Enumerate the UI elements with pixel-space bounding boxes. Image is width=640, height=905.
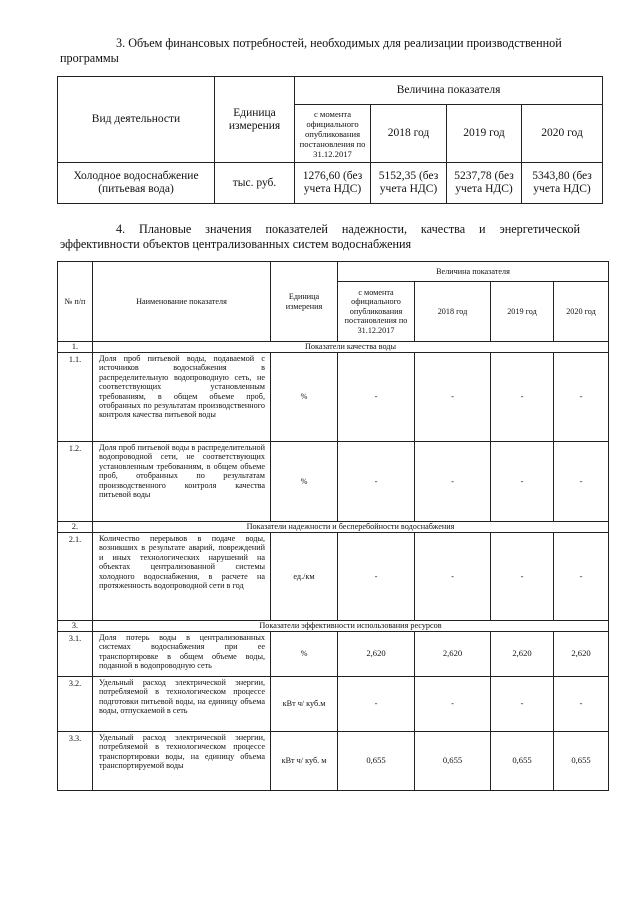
- value-2020: 2,620: [554, 632, 609, 677]
- financial-needs-table: [57, 76, 603, 204]
- indicator-name: Доля проб питьевой воды в распределительной водопроводной сети, не соответствующих установленным требованиям, в общем объеме проб, отобранных по результатам производственного контроля качества питьевой воды: [93, 442, 271, 522]
- table-row: [58, 732, 609, 791]
- value-2020: 0,655: [554, 732, 609, 791]
- unit-cell: кВт ч/ куб.м: [271, 677, 338, 732]
- value-2018: 0,655: [415, 732, 491, 791]
- activity-cell: Холодное водоснабжение (питьевая вода): [58, 163, 215, 204]
- col-2020-header: 2020 год: [522, 105, 603, 163]
- row-num: 3.3.: [58, 732, 93, 791]
- col-value-header: Величина показателя: [338, 262, 609, 282]
- value-2019: -: [491, 533, 554, 621]
- unit-cell: %: [271, 632, 338, 677]
- table-row: [58, 632, 609, 677]
- value-2020: 5343,80 (без учета НДС): [522, 163, 603, 204]
- col-num-header: № п/п: [58, 262, 93, 342]
- since-value: 2,620: [338, 632, 415, 677]
- section-row: [58, 342, 609, 353]
- section-row: [58, 621, 609, 632]
- col-activity-header: Вид деятельности: [58, 77, 215, 163]
- table-row: [58, 163, 603, 204]
- value-2018: 5152,35 (без учета НДС): [371, 163, 447, 204]
- section-title: Показатели надежности и бесперебойности водоснабжения: [93, 522, 609, 533]
- unit-cell: кВт ч/ куб. м: [271, 732, 338, 791]
- unit-cell: тыс. руб.: [215, 163, 295, 204]
- value-2018: -: [415, 442, 491, 522]
- value-2020: -: [554, 677, 609, 732]
- col-since-header: с момента официального опубликования постановления по 31.12.2017: [295, 105, 371, 163]
- section-title: Показатели эффективности использования ресурсов: [93, 621, 609, 632]
- col-name-header: Наименование показателя: [93, 262, 271, 342]
- table-row: [58, 533, 609, 621]
- value-2019: 0,655: [491, 732, 554, 791]
- since-value: 1276,60 (без учета НДС): [295, 163, 371, 204]
- table-row: [58, 677, 609, 732]
- value-2020: -: [554, 442, 609, 522]
- section-num: 1.: [58, 342, 93, 353]
- row-num: 1.1.: [58, 353, 93, 442]
- table-row: [58, 353, 609, 442]
- value-2018: -: [415, 353, 491, 442]
- col-unit-header: Единица измерения: [271, 262, 338, 342]
- value-2019: 5237,78 (без учета НДС): [447, 163, 522, 204]
- value-2018: -: [415, 533, 491, 621]
- indicator-name: Доля потерь воды в централизованных системах водоснабжения при ее транспортировке в общем объеме воды, поданной в водопроводную сеть: [93, 632, 271, 677]
- col-2018-header: 2018 год: [371, 105, 447, 163]
- since-value: 0,655: [338, 732, 415, 791]
- unit-cell: %: [271, 442, 338, 522]
- section4-heading: 4. Плановые значения показателей надежности, качества и энергетической эффективности объектов централизованных систем водоснабжения: [60, 222, 580, 251]
- unit-cell: ед./км: [271, 533, 338, 621]
- col-unit-header: Единица измерения: [215, 77, 295, 163]
- value-2019: -: [491, 677, 554, 732]
- since-value: -: [338, 677, 415, 732]
- value-2018: -: [415, 677, 491, 732]
- row-num: 3.1.: [58, 632, 93, 677]
- value-2019: -: [491, 353, 554, 442]
- since-value: -: [338, 533, 415, 621]
- since-value: -: [338, 353, 415, 442]
- value-2020: -: [554, 533, 609, 621]
- row-num: 3.2.: [58, 677, 93, 732]
- indicator-name: Доля проб питьевой воды, подаваемой с источников водоснабжения в распределительную водопроводную сеть, не соответствующих установленным требованиям, в общем объеме проб, отобранных по результатам производственного контроля качества питьевой воды: [93, 353, 271, 442]
- indicators-table: [57, 261, 609, 791]
- col-2020-header: 2020 год: [554, 282, 609, 342]
- indicator-name: Удельный расход электрической энергии, потребляемой в технологическом процессе подготовки питьевой воды, на единицу объема воды, отпускаемой в сеть: [93, 677, 271, 732]
- unit-cell: %: [271, 353, 338, 442]
- col-since-header: с момента официального опубликования постановления по 31.12.2017: [338, 282, 415, 342]
- row-num: 2.1.: [58, 533, 93, 621]
- value-2020: -: [554, 353, 609, 442]
- col-2019-header: 2019 год: [491, 282, 554, 342]
- section-row: [58, 522, 609, 533]
- col-2019-header: 2019 год: [447, 105, 522, 163]
- indicator-name: Количество перерывов в подаче воды, возникших в результате аварий, повреждений и иных технологических нарушений на объектах централизованной системы холодного водоснабжения, в расчете на протяженность водопроводной сети в год: [93, 533, 271, 621]
- row-num: 1.2.: [58, 442, 93, 522]
- since-value: -: [338, 442, 415, 522]
- col-value-header: Величина показателя: [295, 77, 603, 105]
- col-2018-header: 2018 год: [415, 282, 491, 342]
- value-2018: 2,620: [415, 632, 491, 677]
- section-num: 2.: [58, 522, 93, 533]
- value-2019: 2,620: [491, 632, 554, 677]
- table-row: [58, 442, 609, 522]
- section-num: 3.: [58, 621, 93, 632]
- indicator-name: Удельный расход электрической энергии, потребляемой в технологическом процессе транспортировки воды, на единицу объема транспортируемой воды: [93, 732, 271, 791]
- section-title: Показатели качества воды: [93, 342, 609, 353]
- value-2019: -: [491, 442, 554, 522]
- section3-heading: 3. Объем финансовых потребностей, необходимых для реализации производственной программы: [60, 36, 562, 65]
